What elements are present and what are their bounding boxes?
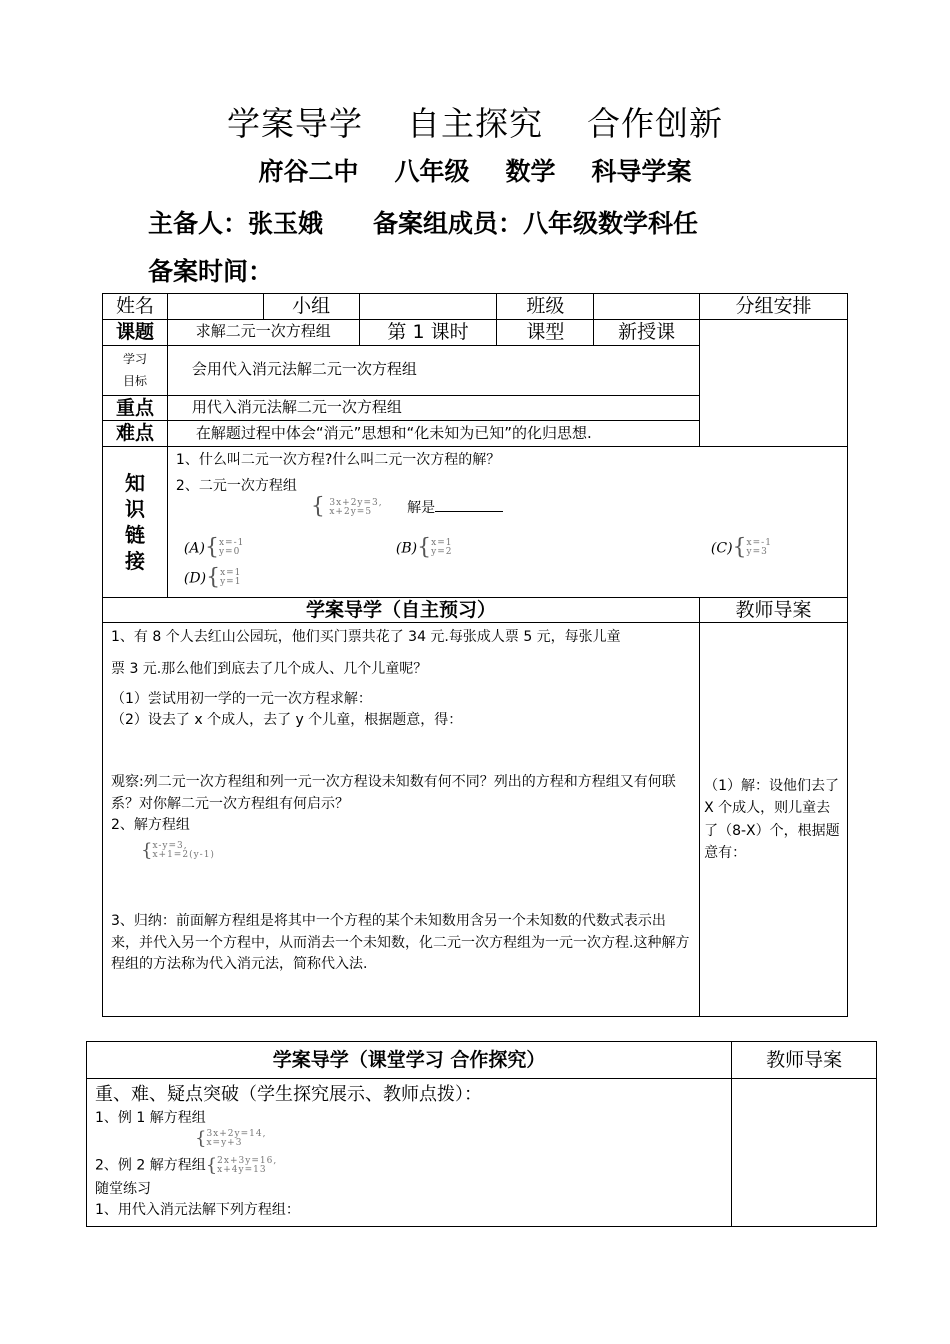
knowledge-system: { 3x+2y=3, x+2y=5 解是: [311, 493, 839, 522]
practice-1: 1、用代入消元法解下列方程组：: [95, 1202, 300, 1218]
example-2: 2、例 2 解方程组{2x+3y=16, x+4y=13: [95, 1155, 278, 1176]
arrange-cell: [700, 319, 848, 446]
answer-label: 解是: [407, 499, 436, 516]
classroom-table: [86, 1041, 877, 1227]
group-field[interactable]: [359, 294, 497, 320]
class-label: 班级: [497, 294, 594, 320]
classroom-teacher-label: 教师导案: [732, 1042, 877, 1079]
name-label: 姓名: [103, 294, 168, 320]
title-part: 合作创新: [587, 104, 723, 143]
option-a: (A){x=-1 y=0: [183, 535, 245, 561]
members-label: 备案组成员：八年级数学科任: [373, 209, 699, 238]
problem-2: 2、解方程组: [111, 817, 190, 834]
name-field[interactable]: [167, 294, 263, 320]
classroom-teacher-cell: [732, 1079, 877, 1227]
classroom-title: 学案导学（课堂学习 合作探究）: [87, 1042, 732, 1079]
answer-blank[interactable]: [435, 499, 503, 512]
knowledge-label: 知 识 链 接: [103, 447, 168, 598]
option-d: (D){x=1 y=1: [183, 565, 242, 591]
key-label: 重点: [103, 395, 168, 421]
problem-2-system: {x-y=3, x+1=2(y-1): [141, 840, 215, 862]
author-line: [148, 204, 698, 240]
preview-title: 学案导学（自主预习）: [103, 597, 700, 623]
option-c: (C){x=-1 y=3: [710, 535, 772, 561]
knowledge-q2: 2、二元一次方程组: [175, 478, 297, 495]
observe-text: 观察:列二元一次方程组和列一元一次方程设未知数有何不同？列出的方程和方程组又有何联系？对你解二元一次方程组有何启示？: [111, 774, 676, 812]
author-label: 主备人：张玉娥: [148, 209, 324, 238]
teacher-note: （1）解：设他们去了 X 个成人，则儿童去了（8-X）个，根据题意有：: [700, 623, 848, 1017]
title-part: 自主探究: [407, 104, 543, 143]
option-b: (B){x=1 y=2: [395, 535, 453, 561]
hard-label: 难点: [103, 421, 168, 447]
goal-label: 学习 目标: [103, 345, 168, 395]
page-title: [0, 98, 950, 145]
class-field[interactable]: [594, 294, 700, 320]
subtitle-part: 科导学案: [591, 157, 692, 186]
topic-label: 课题: [103, 319, 168, 345]
time-label: 备案时间：: [148, 257, 274, 286]
practice-label: 随堂练习: [95, 1181, 151, 1197]
subtitle-part: 八年级: [394, 157, 470, 186]
preview-content: [103, 623, 700, 1017]
arrange-label: 分组安排: [700, 294, 848, 320]
subtitle-part: 府谷二中: [258, 157, 359, 186]
problem-1-line-1: 1、有 8 个人去红山公园玩，他们买门票共花了 34 元.每张成人票 5 元，每张儿童: [111, 629, 621, 646]
hard-value: 在解题过程中体会“消元”思想和“化未知为已知”的化归思想.: [167, 421, 699, 447]
subtitle-part: 数学: [505, 157, 556, 186]
knowledge-cell: [167, 447, 847, 598]
period-value: 第 1 课时: [359, 319, 497, 345]
preview-teacher-label: 教师导案: [700, 597, 848, 623]
example-1-system: {3x+2y=14, x=y+3: [195, 1128, 267, 1149]
group-label: 小组: [263, 294, 359, 320]
brace-icon: {: [310, 494, 325, 520]
type-label: 课型: [497, 319, 594, 345]
classroom-intro: 重、难、疑点突破（学生探究展示、教师点拨）：: [95, 1084, 482, 1105]
topic-value: 求解二元一次方程组: [167, 319, 359, 345]
title-part: 学案导学: [227, 104, 363, 143]
options-row: [176, 530, 839, 564]
example-1: 1、例 1 解方程组: [95, 1110, 206, 1126]
goal-value: 会用代入消元法解二元一次方程组: [167, 345, 699, 395]
type-value: 新授课: [594, 319, 700, 345]
problem-1-line-2: 票 3 元.那么他们到底去了几个成人、几个儿童呢？: [111, 661, 428, 677]
classroom-content: [87, 1079, 732, 1227]
problem-1-step-2: （2）设去了 x 个成人，去了 y 个儿童，根据题意，得：: [111, 712, 463, 729]
knowledge-q1: 1、什么叫二元一次方程?什么叫二元一次方程的解？: [175, 452, 501, 469]
key-value: 用代入消元法解二元一次方程组: [167, 395, 699, 421]
lesson-table: [102, 293, 848, 1017]
page-subtitle: [0, 152, 950, 188]
problem-1-step-1: （1）尝试用初一学的一元一次方程求解：: [111, 690, 372, 707]
summary-text: 3、归纳：前面解方程组是将其中一个方程的某个未知数用含另一个未知数的代数式表示出来，并代入另一个方程中，从而消去一个未知数，化二元一次方程组为一元一次方程.这种解方程组的方法称为代入消元法，简称代入法.: [111, 913, 690, 973]
